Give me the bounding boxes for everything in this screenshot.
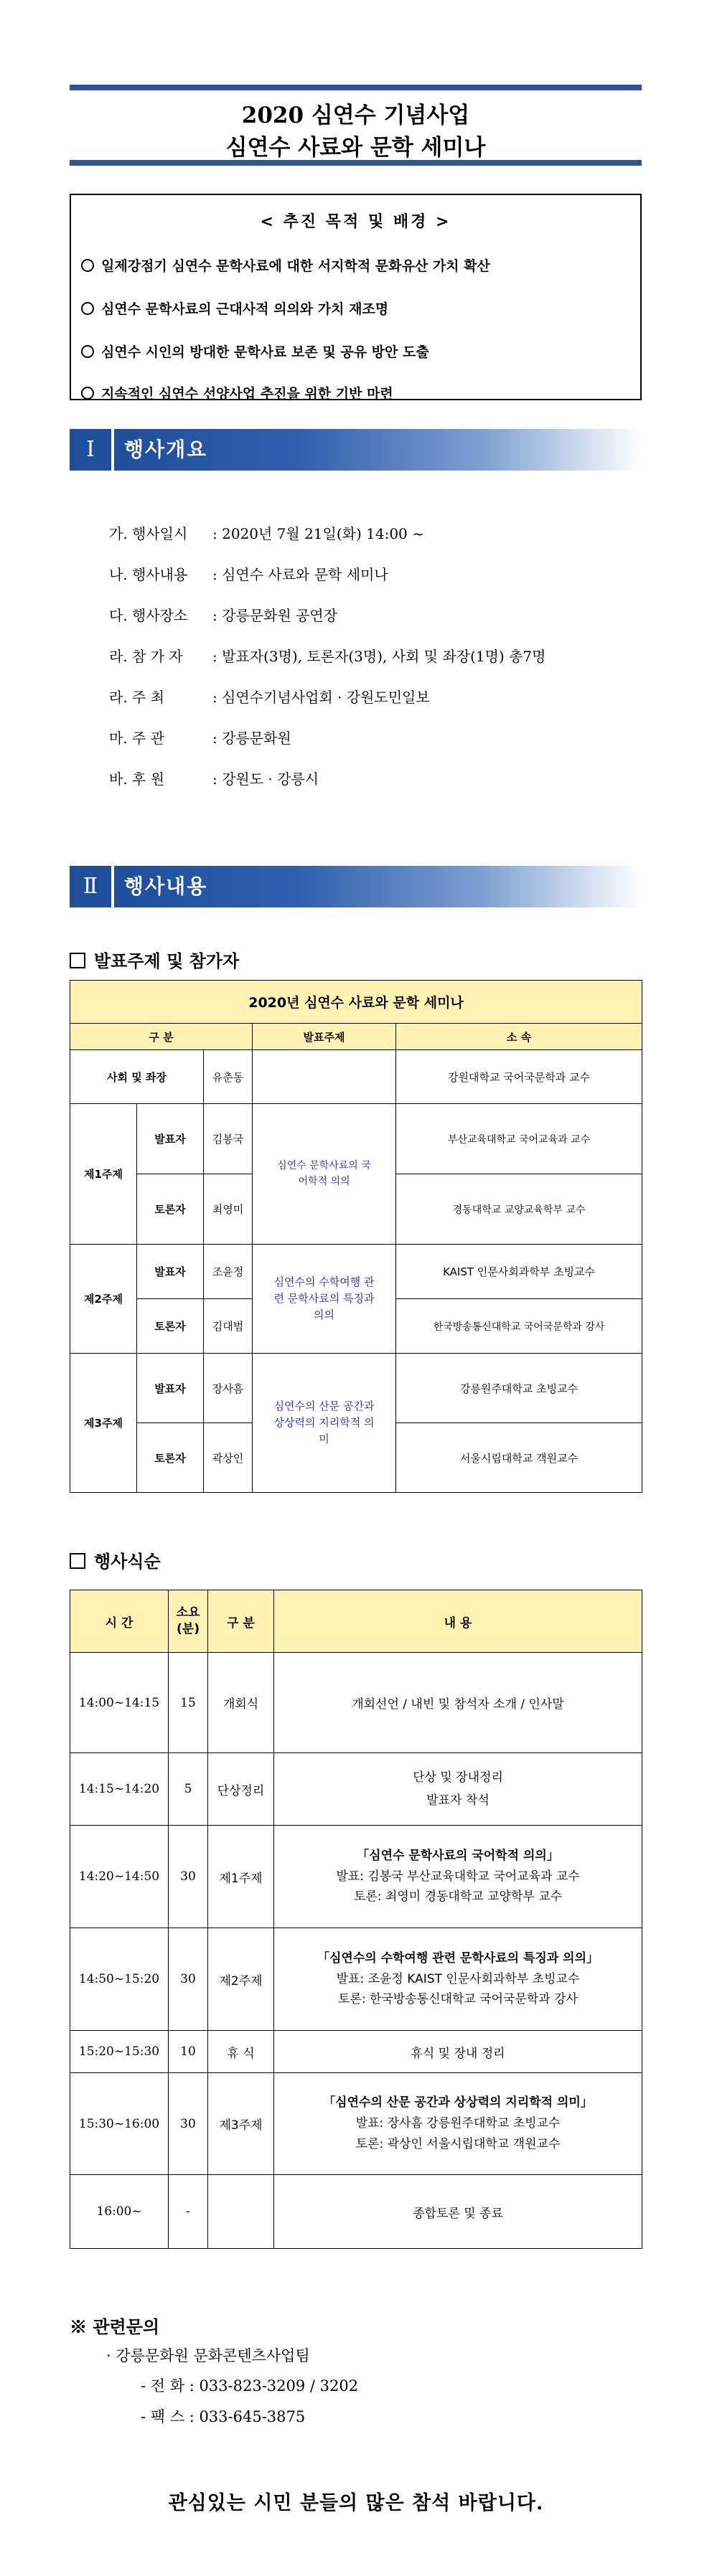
circle-bullet-icon bbox=[81, 345, 94, 358]
table-row bbox=[70, 2031, 642, 2073]
row-duration: 15 bbox=[169, 1653, 208, 1753]
overview-item: 라. 주 최 : 심연수기념사업회 · 강원도민일보 bbox=[109, 689, 430, 706]
row-content: 「심연수의 산문 공간과 상상력의 지리학적 의미」 발표: 장사흠 강릉원주대학교 초빙교수 토론: 곽상인 서울시립대학교 객원교수 bbox=[274, 2073, 642, 2175]
purpose-box bbox=[70, 194, 642, 400]
purpose-item: 심연수 문학사료의 근대사적 의의와 가치 재조명 bbox=[81, 298, 388, 318]
role-discussant: 토론자 bbox=[137, 1299, 204, 1354]
col-affiliation: 소 속 bbox=[396, 1024, 642, 1050]
table-row bbox=[70, 1354, 642, 1423]
section-header-overview bbox=[70, 429, 642, 471]
row-duration: 30 bbox=[169, 1826, 208, 1928]
table-row bbox=[70, 1928, 642, 2031]
section-label: 행사내용 bbox=[124, 874, 208, 898]
row-time: 14:00~14:15 bbox=[70, 1653, 169, 1753]
row-content: 종합토론 및 종료 bbox=[274, 2175, 642, 2249]
table-row bbox=[70, 1826, 642, 1928]
overview-item: 가. 행사일시 : 2020년 7월 21일(화) 14:00 ~ bbox=[109, 525, 424, 542]
col-time: 시 간 bbox=[70, 1590, 169, 1653]
square-bullet-icon bbox=[70, 1553, 85, 1569]
table-row bbox=[70, 1753, 642, 1826]
presenter-affiliation: 부산교육대학교 국어교육과 교수 bbox=[396, 1104, 642, 1174]
program-heading: 행사식순 bbox=[70, 1547, 161, 1572]
table-row bbox=[70, 1104, 642, 1174]
row-content: 개회선언 / 내빈 및 참석자 소개 / 인사말 bbox=[274, 1653, 642, 1753]
section-label: 행사개요 bbox=[124, 438, 208, 461]
speakers-table bbox=[70, 980, 642, 1493]
contact-heading: ※ 관련문의 bbox=[70, 2316, 160, 2337]
table-title: 2020년 심연수 사료와 문학 세미나 bbox=[70, 981, 642, 1024]
section-number: Ⅰ bbox=[70, 429, 111, 471]
purpose-heading: < 추진 목적 및 배경 > bbox=[260, 213, 451, 231]
row-time: 14:20~14:50 bbox=[70, 1826, 169, 1928]
title-box bbox=[70, 85, 642, 166]
presenter-name: 장사흠 bbox=[204, 1354, 253, 1423]
role-discussant: 토론자 bbox=[137, 1174, 204, 1245]
row-duration: 10 bbox=[169, 2031, 208, 2073]
presenter-affiliation: KAIST 인문사회과학부 초빙교수 bbox=[396, 1245, 642, 1299]
overview-item: 나. 행사내용 : 심연수 사료와 문학 세미나 bbox=[109, 566, 388, 583]
row-content: 단상 및 장내정리 발표자 착석 bbox=[274, 1753, 642, 1826]
moderator-affiliation: 강원대학교 국어국문학과 교수 bbox=[396, 1050, 642, 1104]
role-presenter: 발표자 bbox=[137, 1354, 204, 1423]
row-duration: 5 bbox=[169, 1753, 208, 1826]
moderator-role: 사회 및 좌장 bbox=[70, 1050, 204, 1104]
row-time: 14:50~15:20 bbox=[70, 1928, 169, 2031]
overview-item: 라. 참 가 자 : 발표자(3명), 토론자(3명), 사회 및 좌장(1명) 총7명 bbox=[109, 648, 546, 665]
purpose-item: 일제강점기 심연수 문학사료에 대한 서지학적 문화유산 가치 확산 bbox=[81, 255, 490, 275]
session-label: 제2주제 bbox=[70, 1245, 137, 1354]
role-presenter: 발표자 bbox=[137, 1245, 204, 1299]
table-row bbox=[70, 2175, 642, 2249]
row-division: 제2주제 bbox=[208, 1928, 274, 2031]
session-topic: 심연수의 수학여행 관련 문학사료의 특징과 의의 bbox=[253, 1245, 396, 1354]
col-division: 구 분 bbox=[208, 1590, 274, 1653]
table-row bbox=[70, 1245, 642, 1299]
row-division: 개회식 bbox=[208, 1653, 274, 1753]
row-division bbox=[208, 2175, 274, 2249]
square-bullet-icon bbox=[70, 953, 85, 968]
table-row bbox=[70, 1050, 642, 1104]
role-presenter: 발표자 bbox=[137, 1104, 204, 1174]
row-content: 휴식 및 장내 정리 bbox=[274, 2031, 642, 2073]
discussant-affiliation: 경동대학교 교양교육학부 교수 bbox=[396, 1174, 642, 1245]
table-row bbox=[70, 1653, 642, 1753]
row-duration: 30 bbox=[169, 1928, 208, 2031]
speakers-heading: 발표주제 및 참가자 bbox=[70, 947, 239, 972]
circle-bullet-icon bbox=[81, 259, 94, 272]
session-topic: 심연수의 산문 공간과 상상력의 지리학적 의미 bbox=[253, 1354, 396, 1493]
section-number: Ⅱ bbox=[70, 866, 111, 907]
row-time: 16:00~ bbox=[70, 2175, 169, 2249]
col-topic: 발표주제 bbox=[253, 1024, 396, 1050]
row-division: 제1주제 bbox=[208, 1826, 274, 1928]
role-discussant: 토론자 bbox=[137, 1423, 204, 1493]
col-duration: 소요 (분) bbox=[169, 1590, 208, 1653]
presenter-name: 조윤정 bbox=[204, 1245, 253, 1299]
row-time: 15:30~16:00 bbox=[70, 2073, 169, 2175]
contact-phone: - 전 화 : 033-823-3209 / 3202 bbox=[141, 2377, 359, 2395]
discussant-affiliation: 서울시립대학교 객원교수 bbox=[396, 1423, 642, 1493]
discussant-name: 곽상인 bbox=[204, 1423, 253, 1493]
discussant-name: 최영미 bbox=[204, 1174, 253, 1245]
circle-bullet-icon bbox=[81, 302, 94, 315]
purpose-item: 지속적인 심연수 선양사업 추진을 위한 기반 마련 bbox=[81, 383, 393, 402]
row-time: 14:15~14:20 bbox=[70, 1753, 169, 1826]
moderator-name: 유춘동 bbox=[204, 1050, 253, 1104]
row-division: 휴 식 bbox=[208, 2031, 274, 2073]
row-content: 「심연수 문학사료의 국어학적 의의」 발표: 김봉국 부산교육대학교 국어교육과 교수 토론: 최영미 경동대학교 교양학부 교수 bbox=[274, 1826, 642, 1928]
discussant-name: 김대범 bbox=[204, 1299, 253, 1354]
session-topic: 심연수 문학사료의 국어학적 의의 bbox=[253, 1104, 396, 1245]
overview-item: 바. 후 원 : 강원도 · 강릉시 bbox=[109, 770, 319, 788]
contact-fax: - 팩 스 : 033-645-3875 bbox=[141, 2408, 306, 2425]
session-label: 제3주제 bbox=[70, 1354, 137, 1493]
row-time: 15:20~15:30 bbox=[70, 2031, 169, 2073]
title-line2: 심연수 사료와 문학 세미나 bbox=[225, 135, 486, 161]
table-row bbox=[70, 2073, 642, 2175]
presenter-name: 김봉국 bbox=[204, 1104, 253, 1174]
section-header-content bbox=[70, 866, 642, 907]
circle-bullet-icon bbox=[81, 387, 94, 400]
col-division: 구 분 bbox=[70, 1024, 253, 1050]
row-duration: 30 bbox=[169, 2073, 208, 2175]
discussant-affiliation: 한국방송통신대학교 국어국문학과 강사 bbox=[396, 1299, 642, 1354]
presenter-affiliation: 강릉원주대학교 초빙교수 bbox=[396, 1354, 642, 1423]
purpose-item: 심연수 시인의 방대한 문학사료 보존 및 공유 방안 도출 bbox=[81, 341, 429, 361]
row-content: 「심연수의 수학여행 관련 문학사료의 특징과 의의」 발표: 조윤정 KAIST 인문사회과학부 초빙교수 토론: 한국방송통신대학교 국어국문학과 강사 bbox=[274, 1928, 642, 2031]
contact-org: · 강릉문화원 문화콘텐츠사업팀 bbox=[106, 2347, 310, 2364]
row-duration: - bbox=[169, 2175, 208, 2249]
col-content: 내 용 bbox=[274, 1590, 642, 1653]
session-label: 제1주제 bbox=[70, 1104, 137, 1245]
closing-message: 관심있는 시민 분들의 많은 참석 바랍니다. bbox=[168, 2492, 544, 2514]
overview-item: 마. 주 관 : 강릉문화원 bbox=[109, 730, 291, 747]
overview-item: 다. 행사장소 : 강릉문화원 공연장 bbox=[109, 607, 338, 624]
row-division: 제3주제 bbox=[208, 2073, 274, 2175]
row-division: 단상정리 bbox=[208, 1753, 274, 1826]
title-line1: 2020 심연수 기념사업 bbox=[241, 103, 470, 128]
program-table bbox=[70, 1590, 642, 2249]
